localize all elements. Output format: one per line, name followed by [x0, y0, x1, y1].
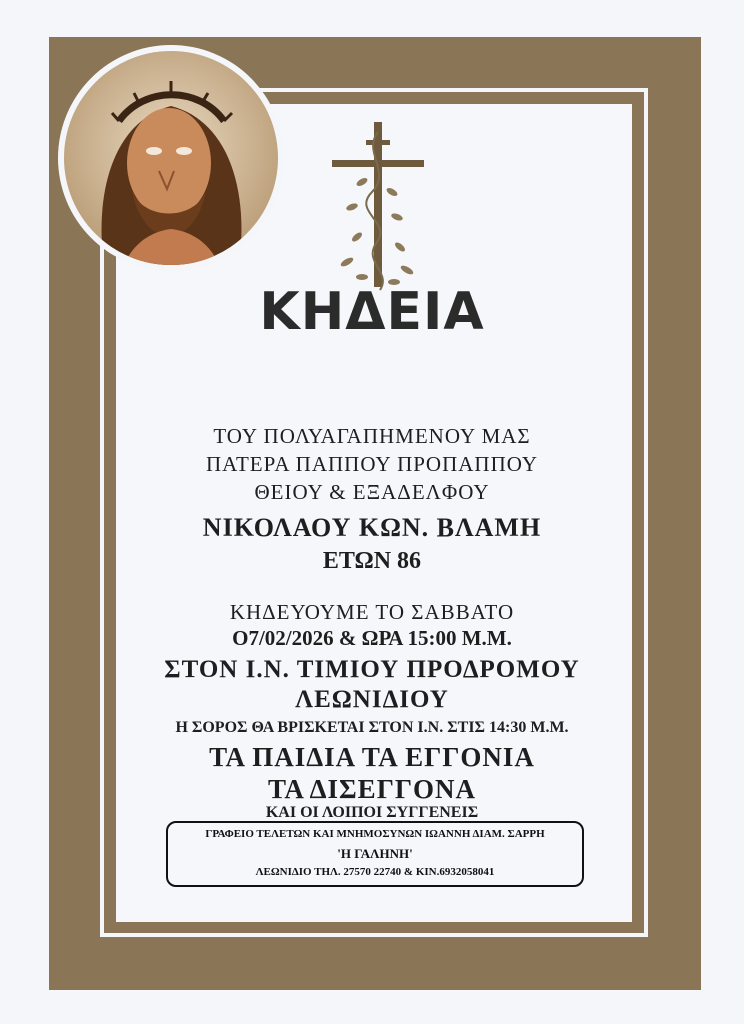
intro-line-3: ΘΕΙΟΥ & ΕΞΑΔΕΛΦΟΥ: [254, 480, 490, 504]
christ-portrait-icon: [64, 51, 278, 265]
intro-line-1: ΤΟΥ ΠΟΛΥΑΓΑΠΗΜΕΝΟΥ ΜΑΣ: [213, 424, 531, 448]
funeral-home-line: ΓΡΑΦΕΙΟ ΤΕΛΕΤΩΝ ΚΑΙ ΜΝΗΜΟΣΥΝΩΝ ΙΩΑΝΝΗ ΔΙΑΜ. ΣΑΡΡΗ: [205, 828, 545, 840]
deceased-age: ΕΤΩΝ 86: [322, 548, 422, 574]
mourners-line-3: ΚΑΙ ΟΙ ΛΟΙΠΟΙ ΣΥΓΓΕΝΕΙΣ: [265, 804, 479, 821]
funeral-home-name: 'Η ΓΑΛΗΝΗ': [337, 846, 413, 861]
mourners-line-2: ΤΑ ΔΙΣΕΓΓΟΝΑ: [267, 774, 477, 804]
deceased-name: ΝΙΚΟΛΑΟΥ ΚΩΝ. ΒΛΑΜΗ: [202, 513, 542, 542]
funeral-datetime: Ο7/02/2026 & ΩΡΑ 15:00 Μ.Μ.: [232, 626, 512, 650]
intro-line-2: ΠΑΤΕΡΑ ΠΑΠΠΟΥ ΠΡΟΠΑΠΠΟΥ: [205, 452, 539, 476]
funeral-day: ΚΗΔΕΥΟΥΜΕ ΤΟ ΣΑΒΒΑΤΟ: [229, 600, 515, 624]
funeral-home-contact: ΛΕΩΝΙΔΙΟ ΤΗΛ. 27570 22740 & ΚΙΝ.6932058041: [255, 866, 495, 878]
mourners-line-1: ΤΑ ΠΑΙΔΙΑ ΤΑ ΕΓΓΟΝΙΑ: [209, 742, 535, 772]
funeral-town: ΛΕΩΝΙΔΙΟΥ: [295, 686, 449, 713]
cross-with-vines-icon: [322, 112, 432, 294]
funeral-church: ΣΤΟΝ Ι.Ν. ΤΙΜΙΟΥ ΠΡΟΔΡΟΜΟΥ: [164, 656, 580, 683]
viewing-note: Η ΣΟΡΟΣ ΘΑ ΒΡΙΣΚΕΤΑΙ ΣΤΟΝ Ι.Ν. ΣΤΙΣ 14:30 Μ.Μ.: [175, 719, 569, 736]
notice-title: ΚΗΔΕΙΑ: [259, 282, 485, 342]
